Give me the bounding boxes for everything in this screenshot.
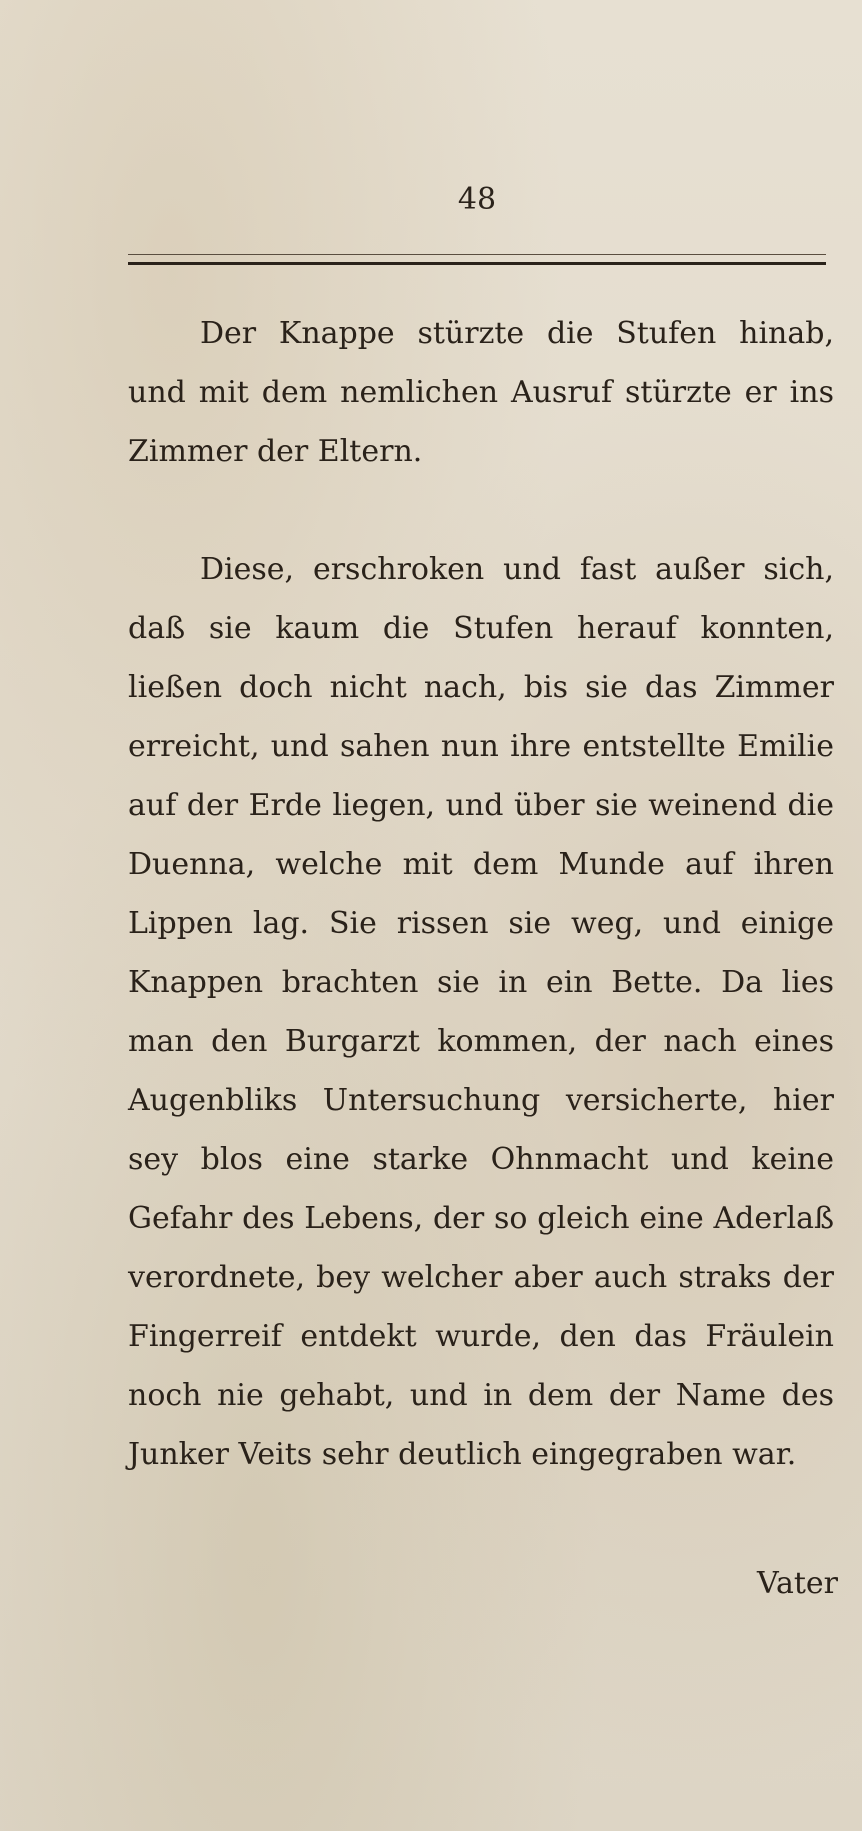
paragraph-2: Diese, erschroken und fast außer sich, daß sie kaum die Stufen herauf konnten, ließen doch nicht nach, bis sie das Zimmer erreicht, und sahen nun ihre entstellte Emilie auf der Erde liegen, und über sie weinend die Duenna, welche mit dem Munde auf ihren Lippen lag. Sie rissen sie weg, und einige Knappen brachten sie in ein Bette. Da lies man den Burgarzt kommen, der nach eines Augenbliks Untersuchung versicherte, hier sey blos eine starke Ohnmacht und keine Gefahr des Lebens, der so gleich eine Aderlaß verordnete, bey welcher aber auch straks der Fingerreif entdekt wurde, den das Fräulein noch nie gehabt, und in dem der Name des Junker Veits sehr deutlich eingegraben war. [128,552,834,1472]
paragraph-1: Der Knappe stürzte die Stufen hinab, und mit dem nemlichen Ausruf stürzte er ins Zimmer der Eltern. [128,316,834,469]
header-rule [128,262,826,265]
body-text [128,304,834,1484]
page-number: 48 [457,182,497,217]
catchword: Vater [757,1566,838,1601]
header-rule-thin [128,254,826,255]
